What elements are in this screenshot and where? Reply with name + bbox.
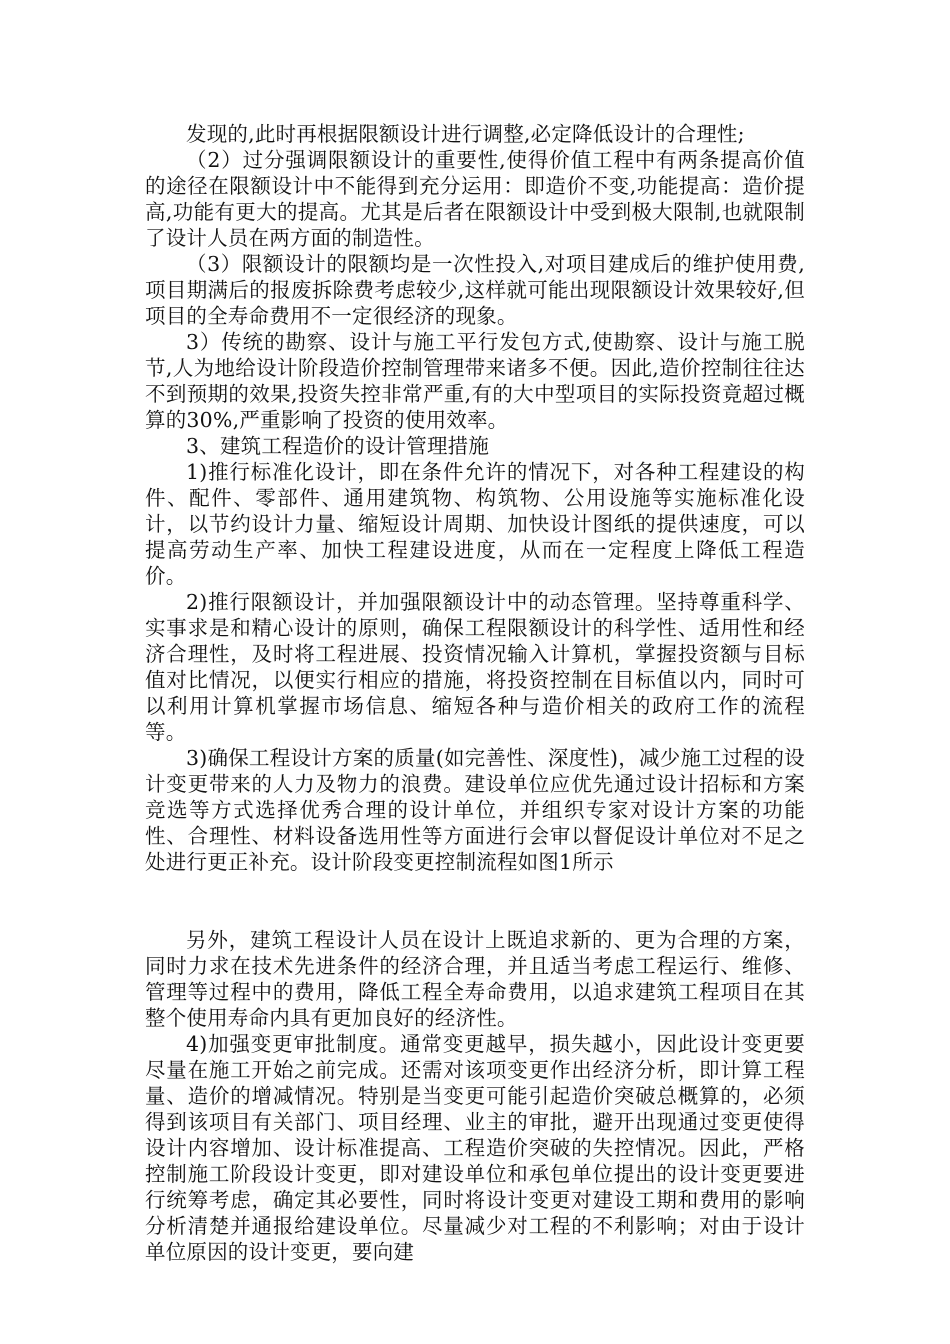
section-heading: 3、建筑工程造价的设计管理措施 (186, 434, 490, 458)
paragraph-continuation: 发现的,此时再根据限额设计进行调整,必定降低设计的合理性; (186, 122, 745, 146)
paragraph-item-2: （2）过分强调限额设计的重要性,使得价值工程中有两条提高价值的途径在限额设计中不能得到充分运用：即造价不变,功能提高：造价提高,功能有更大的提高。尤其是后者在限额设计中受到极大限制,也就限制了设计人员在两方面的制造性。 (145, 148, 805, 250)
paragraph-additional: 另外，建筑工程设计人员在设计上既追求新的、更为合理的方案，同时力求在技术先进条件的经济合理，并且适当考虑工程运行、维修、管理等过程中的费用，降低工程全寿命费用，以追求建筑工程项目在其整个使用寿命内具有更加良好的经济性。 (145, 928, 805, 1030)
paragraph-point-3: 3）传统的勘察、设计与施工平行发包方式,使勘察、设计与施工脱节,人为地给设计阶段造价控制管理带来诸多不便。因此,造价控制往往达不到预期的效果,投资失控非常严重,有的大中型项目的实际投资竟超过概算的30%,严重影响了投资的使用效率。 (145, 330, 805, 432)
paragraph-measure-3: 3)确保工程设计方案的质量(如完善性、深度性)，减少施工过程的设计变更带来的人力及物力的浪费。建设单位应优先通过设计招标和方案竞选等方式选择优秀合理的设计单位，并组织专家对设计方案的功能性、合理性、材料设备选用性等方面进行会审以督促设计单位对不足之处进行更正补充。设计阶段变更控制流程如图1所示 (145, 746, 805, 874)
blank-gap (145, 875, 805, 927)
paragraph-measure-4: 4)加强变更审批制度。通常变更越早，损失越小，因此设计变更要尽量在施工开始之前完成。还需对该项变更作出经济分析，即计算工程量、造价的增减情况。特别是当变更可能引起造价突破总概算的，必须得到该项目有关部门、项目经理、业主的审批，避开出现通过变更使得设计内容增加、设计标准提高、工程造价突破的失控情况。因此，严格控制施工阶段设计变更，即对建设单位和承包单位提出的设计变更要进行统筹考虑，确定其必要性，同时将设计变更对建设工期和费用的影响分析清楚并通报给建设单位。尽量减少对工程的不利影响；对由于设计单位原因的设计变更，要向建 (145, 1032, 805, 1264)
paragraph-item-3: （3）限额设计的限额均是一次性投入,对项目建成后的维护使用费,项目期满后的报废拆除费考虑较少,这样就可能出现限额设计效果较好,但项目的全寿命费用不一定很经济的现象。 (145, 252, 805, 328)
paragraph-measure-1: 1)推行标准化设计，即在条件允许的情况下，对各种工程建设的构件、配件、零部件、通用建筑物、构筑物、公用设施等实施标准化设计，以节约设计力量、缩短设计周期、加快设计图纸的提供速度，可以提高劳动生产率、加快工程建设进度，从而在一定程度上降低工程造价。 (145, 460, 805, 588)
paragraph-measure-2: 2)推行限额设计，并加强限额设计中的动态管理。坚持尊重科学、实事求是和精心设计的原则，确保工程限额设计的科学性、适用性和经济合理性，及时将工程进展、投资情况输入计算机，掌握投资额与目标值对比情况，以便实行相应的措施，将投资控制在目标值以内，同时可以利用计算机掌握市场信息、缩短各种与造价相关的政府工作的流程等。 (145, 590, 805, 744)
document-body (145, 121, 805, 1265)
